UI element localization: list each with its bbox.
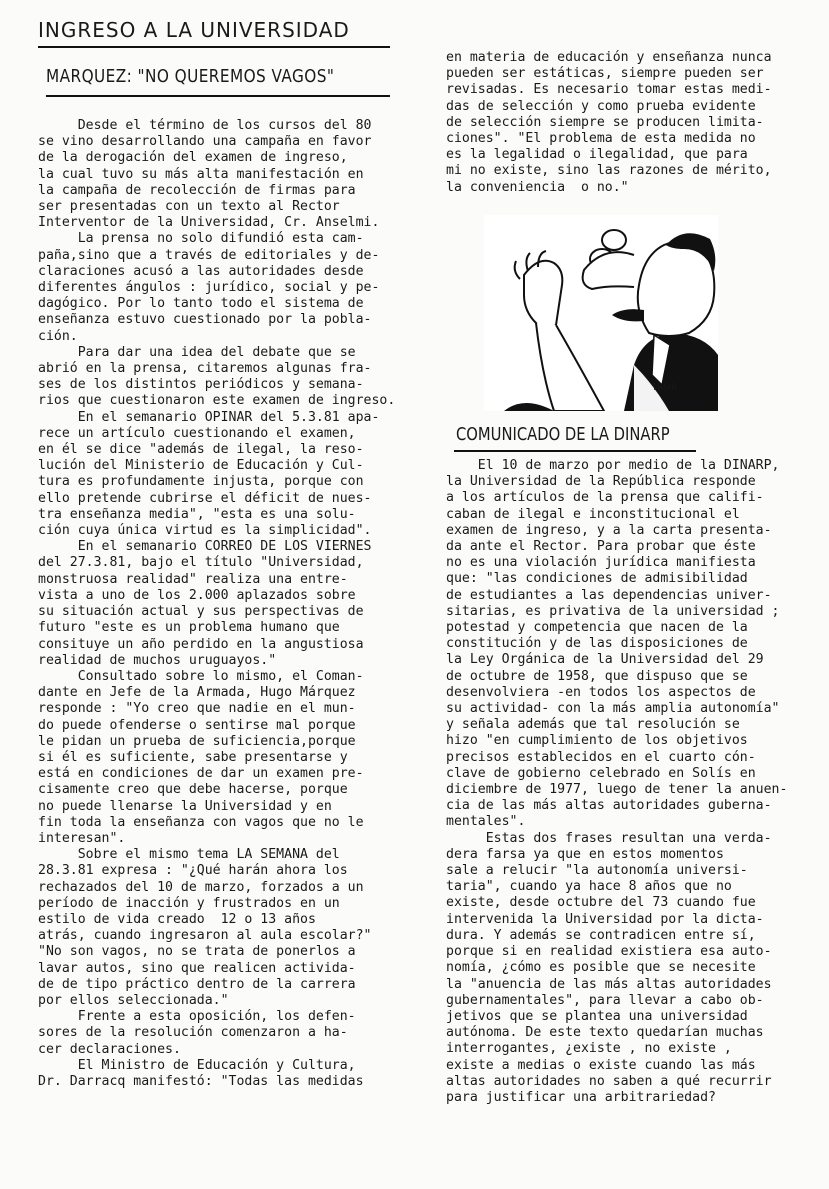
text-line: do puede ofenderse o sentirse mal porque (38, 717, 356, 733)
text-line: fin toda la enseñanza con vagos que no le (38, 814, 364, 830)
text-line: es la legalidad o ilegalidad, que para (446, 147, 748, 163)
article2-headline: COMUNICADO DE LA DINARP (456, 424, 670, 445)
text-line: existe, desde octubre del 73 cuando fue (446, 895, 756, 911)
section-title: INGRESO A LA UNIVERSIDAD (38, 18, 350, 42)
text-line: potestad y competencia que nacen de la (446, 620, 748, 636)
text-line: claraciones acusó a las autoridades desde (38, 263, 364, 279)
text-line: pueden ser estáticas, siempre pueden ser (446, 66, 764, 82)
text-line: de la derogación del examen de ingreso, (38, 150, 348, 166)
text-line: período de inacción y frustrados en un (38, 895, 340, 911)
text-line: gubernamentales", para llevar a cabo ob- (446, 992, 764, 1008)
text-line: desenvolviera -en todos los aspectos de (446, 684, 756, 700)
text-line: y señala además que tal resolución se (446, 717, 740, 733)
text-line: En el semanario CORREO DE LOS VIERNES (38, 539, 372, 555)
text-line: paña,sino que a través de editoriales y de- (38, 247, 380, 263)
text-line: realidad de muchos uruguayos." (38, 652, 277, 668)
text-line: diciembre de 1977, luego de tener la anuen- (446, 782, 788, 798)
text-line: mentales". (446, 814, 526, 830)
text-line: El Ministro de Educación y Cultura, (38, 1057, 356, 1073)
text-line: su situación actual y sus perspectivas de (38, 604, 364, 620)
text-line: sores de la resolución comenzaron a ha- (38, 1025, 348, 1041)
text-line: rece un artículo cuestionando el examen, (38, 425, 356, 441)
text-line: ciones". "El problema de esta medida no (446, 131, 756, 147)
text-line: Interventor de la Universidad, Cr. Anselmi. (38, 215, 380, 231)
text-line: enseñanza estuvo cuestionado por la pobla- (38, 312, 372, 328)
text-line: de octubre de 1958, que dispuso que se (446, 668, 748, 684)
text-line: diferentes ángulos : jurídico, social y pe- (38, 280, 380, 296)
text-line: atrás, cuando ingresaron al aula escolar?" (38, 928, 372, 944)
text-line: la conveniencia o no." (446, 179, 629, 195)
text-line: porque si en realidad existiera esa auto- (446, 944, 772, 960)
text-line: sale a relucir "la autonomía universi- (446, 863, 748, 879)
cartoon-illustration (484, 215, 718, 411)
cartoon-signature: Veleh (652, 383, 678, 393)
text-line: la Universidad de la República responde (446, 474, 756, 490)
article1-right-column (446, 50, 802, 196)
text-line: Frente a esta oposición, los defen- (38, 1009, 356, 1025)
text-line: rios que cuestionaron este examen de ingreso. (38, 393, 396, 409)
text-line: de estudiantes a las dependencias univer- (446, 587, 772, 603)
article1-left-column (38, 118, 400, 1090)
text-line: ción cuya única virtud es la simplicidad". (38, 523, 372, 539)
text-line: tra enseñanza media", "esta es una solu- (38, 506, 356, 522)
text-line: sitarias, es privativa de la universidad ; (446, 603, 780, 619)
text-line: jetivos que se plantea una universidad (446, 1008, 748, 1024)
text-line: se vino desarrollando una campaña en favor (38, 134, 372, 150)
text-line: El 10 de marzo por medio de la DINARP, (446, 458, 780, 473)
text-line: da ante el Rector. Para probar que éste (446, 539, 756, 555)
text-line: responde : "Yo creo que nadie en el mun- (38, 701, 356, 717)
text-line: dera farsa ya que en estos momentos (446, 846, 724, 862)
text-line: taria", cuando ya hace 8 años que no (446, 879, 732, 895)
text-line: interesan". (38, 830, 126, 846)
text-line: examen de ingreso, y a la carta presenta- (446, 522, 772, 538)
text-line: lavar autos, sino que realicen activida- (38, 960, 356, 976)
article2-body (446, 458, 802, 1106)
text-line: le pidan un prueba de suficiencia,porque (38, 733, 356, 749)
text-line: consituye un año perdido en la angustiosa (38, 636, 364, 652)
text-line: la campaña de recolección de firmas para (38, 182, 356, 198)
section-title-underline (38, 46, 390, 48)
text-line: intervenida la Universidad por la dicta- (446, 911, 764, 927)
article1-headline: MARQUEZ: "NO QUEREMOS VAGOS" (46, 66, 335, 87)
text-line: cer declaraciones. (38, 1041, 181, 1057)
text-line: constitución y de las disposiciones de (446, 636, 748, 652)
text-line: la "anuencia de las más altas autoridades (446, 976, 772, 992)
text-line: si él es suficiente, sabe presentarse y (38, 749, 348, 765)
text-line: nomía, ¿cómo es posible que se necesite (446, 960, 756, 976)
text-line: tura es profundamente injusta, porque con (38, 474, 364, 490)
text-line: su actividad- con la más amplia autonomía" (446, 701, 780, 717)
text-line: del 27.3.81, bajo el título "Universidad, (38, 555, 364, 571)
text-line: futuro "este es un problema humano que (38, 620, 340, 636)
text-line: la Ley Orgánica de la Universidad del 29 (446, 652, 764, 668)
text-line: por ellos seleccionada." (38, 992, 229, 1008)
text-line: que: "las condiciones de admisibilidad (446, 571, 748, 587)
text-line: Dr. Darracq manifestó: "Todas las medidas (38, 1073, 364, 1089)
text-line: ción. (38, 328, 78, 344)
text-line: mi no existe, sino las razones de mérito, (446, 163, 772, 179)
article2-headline-underline (454, 450, 696, 452)
text-line: no puede llenarse la Universidad y en (38, 798, 332, 814)
text-line: Para dar una idea del debate que se (38, 344, 356, 360)
text-line: vista a uno de los 2.000 aplazados sobre (38, 587, 356, 603)
text-line: monstruosa realidad" realiza una entre- (38, 571, 348, 587)
text-line: hizo "en cumplimiento de los objetivos (446, 733, 748, 749)
text-line: das de selección y como prueba evidente (446, 98, 756, 114)
article1-headline-underline (46, 95, 390, 97)
text-line: existe a medias o existe cuando las más (446, 1057, 756, 1073)
text-line: dante en Jefe de la Armada, Hugo Márquez (38, 685, 356, 701)
text-line: cisamente creo que debe hacerse, porque (38, 782, 348, 798)
text-line: de de tipo práctico dentro de la carrera (38, 976, 356, 992)
text-line: a los artículos de la prensa que califi- (446, 490, 764, 506)
text-line: estilo de vida creado 12 o 13 años (38, 911, 316, 927)
text-line: no es una violación jurídica manifiesta (446, 555, 756, 571)
text-line: de selección siempre se producen limita- (446, 114, 764, 130)
text-line: 28.3.81 expresa : "¿Qué harán ahora los (38, 863, 348, 879)
text-line: precisos establecidos en el cuarto cón- (446, 749, 756, 765)
text-line: dura. Y además se contradicen entre sí, (446, 927, 756, 943)
text-line: autónoma. De este texto quedarían muchas (446, 1025, 764, 1041)
text-line: Estas dos frases resultan una verda- (446, 830, 772, 846)
text-line: está en condiciones de dar un examen pre- (38, 766, 364, 782)
text-line: dagógico. Por lo tanto todo el sistema de (38, 296, 364, 312)
text-line: para justificar una arbitrariedad? (446, 1089, 716, 1105)
text-line: en materia de educación y enseñanza nunca (446, 50, 772, 65)
text-line: interrogantes, ¿existe , no existe , (446, 1041, 732, 1057)
text-line: clave de gobierno celebrado en Solís en (446, 765, 756, 781)
text-line: La prensa no solo difundió esta cam- (38, 231, 364, 247)
text-line: lución del Ministerio de Educación y Cul- (38, 458, 364, 474)
text-line: "No son vagos, no se trata de ponerlos a (38, 944, 356, 960)
text-line: ses de los distintos periódicos y semana- (38, 377, 364, 393)
text-line: revisadas. Es necesario tomar estas medi- (446, 82, 772, 98)
text-line: ello pretende cubrirse el déficit de nues- (38, 490, 372, 506)
text-line: rechazados del 10 de marzo, forzados a un (38, 879, 364, 895)
text-line: En el semanario OPINAR del 5.3.81 apa- (38, 409, 380, 425)
text-line: cia de las más altas autoridades guberna- (446, 798, 772, 814)
text-line: Consultado sobre lo mismo, el Coman- (38, 668, 364, 684)
text-line: abrió en la prensa, citaremos algunas fra- (38, 361, 372, 377)
text-line: altas autoridades no saben a qué recurrir (446, 1073, 772, 1089)
text-line: Desde el término de los cursos del 80 (38, 118, 372, 133)
text-line: la cual tuvo su más alta manifestación en (38, 166, 364, 182)
text-line: en él se dice "además de ilegal, la reso- (38, 442, 364, 458)
text-line: ser presentadas con un texto al Rector (38, 199, 340, 215)
text-line: Sobre el mismo tema LA SEMANA del (38, 847, 340, 863)
text-line: caban de ilegal e inconstitucional el (446, 506, 740, 522)
